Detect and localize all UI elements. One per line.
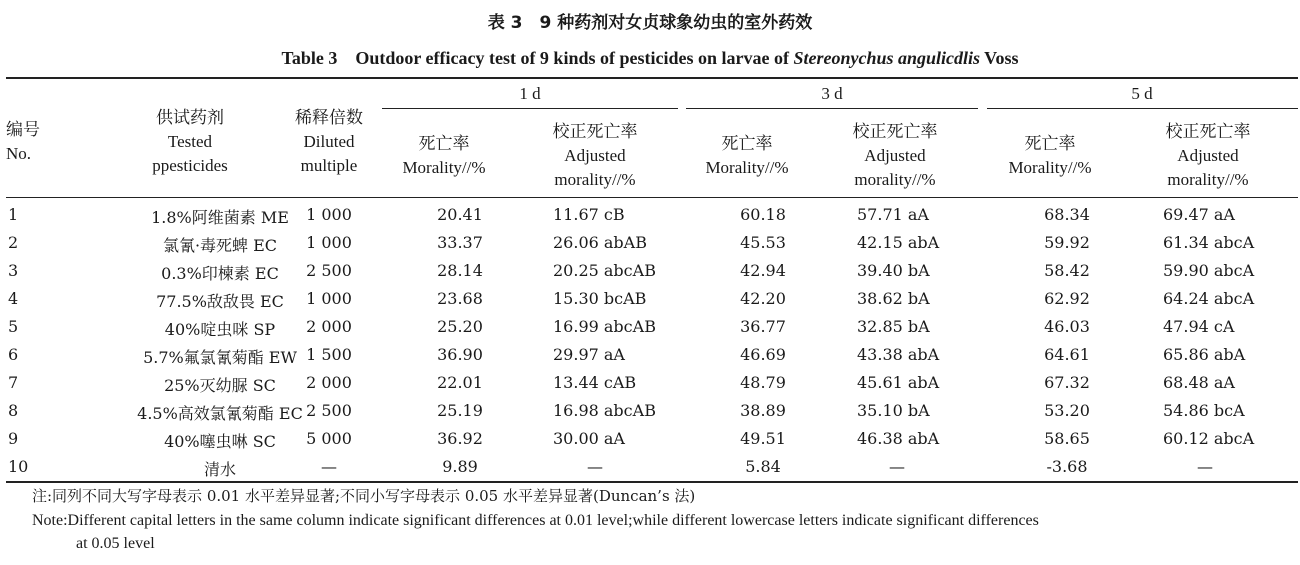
d5-adjusted-mortality: 65.86 abA xyxy=(1163,345,1246,364)
dilution-multiple: 1 000 xyxy=(306,205,352,224)
pesticide-name: 25%灭幼脲 SC xyxy=(164,376,276,395)
d5-mortality: 62.92 xyxy=(1044,289,1090,308)
table-row xyxy=(0,399,1300,427)
d1-adjusted-mortality: 30.00 aA xyxy=(553,429,625,448)
d5-mortality: 58.65 xyxy=(1044,429,1090,448)
dilution-multiple: 1 000 xyxy=(306,233,352,252)
d1-mortality: 22.01 xyxy=(437,373,483,392)
table-row xyxy=(0,231,1300,259)
d3-mortality: 42.20 xyxy=(740,289,786,308)
d3-mortality: 5.84 xyxy=(745,457,781,476)
pesticide-name: 40%噻虫啉 SC xyxy=(164,432,276,451)
pesticide-name: 40%啶虫咪 SP xyxy=(164,320,276,339)
table-row xyxy=(0,371,1300,399)
pesticide-name: 1.8%阿维菌素 ME xyxy=(151,208,289,227)
row-number: 10 xyxy=(8,457,29,476)
d3-adjusted-mortality: 57.71 aA xyxy=(857,205,929,224)
header-d1-adjusted: 校正死亡率 Adjusted morality//% xyxy=(552,122,638,189)
row-number: 4 xyxy=(8,289,19,308)
pesticide-name: 77.5%敌敌畏 EC xyxy=(156,292,284,311)
dilution-multiple: 2 000 xyxy=(306,373,352,392)
table-row xyxy=(0,343,1300,371)
header-d1-mortality: 死亡率 Morality//% xyxy=(402,134,486,177)
dilution-multiple: — xyxy=(321,457,337,476)
d1-adjusted-mortality: — xyxy=(587,457,603,476)
d3-mortality: 48.79 xyxy=(740,373,786,392)
d3-adjusted-mortality: 32.85 bA xyxy=(857,317,930,336)
dilution-multiple: 2 500 xyxy=(306,261,352,280)
row-number: 8 xyxy=(8,401,19,420)
d3-mortality: 36.77 xyxy=(740,317,786,336)
d1-adjusted-mortality: 13.44 cAB xyxy=(553,373,637,392)
d1-mortality: 25.20 xyxy=(437,317,483,336)
d5-adjusted-mortality: 60.12 abcA xyxy=(1163,429,1255,448)
d3-mortality: 49.51 xyxy=(740,429,786,448)
d1-adjusted-mortality: 16.98 abcAB xyxy=(553,401,656,420)
header-d5-adjusted: 校正死亡率 Adjusted morality//% xyxy=(1165,122,1251,189)
day3-subrule xyxy=(686,108,978,109)
d5-adjusted-mortality: 68.48 aA xyxy=(1163,373,1235,392)
d3-adjusted-mortality: 39.40 bA xyxy=(857,261,930,280)
pesticide-name: 清水 xyxy=(203,460,236,479)
d3-adjusted-mortality: 46.38 abA xyxy=(857,429,940,448)
d5-mortality: 67.32 xyxy=(1044,373,1090,392)
d1-mortality: 9.89 xyxy=(442,457,478,476)
d1-mortality: 36.92 xyxy=(437,429,483,448)
header-no: 编号 No. xyxy=(6,120,40,163)
d3-adjusted-mortality: 38.62 bA xyxy=(857,289,930,308)
d3-mortality: 42.94 xyxy=(740,261,786,280)
dilution-multiple: 5 000 xyxy=(306,429,352,448)
d5-mortality: 58.42 xyxy=(1044,261,1090,280)
row-number: 7 xyxy=(8,373,19,392)
day1-subrule xyxy=(382,108,678,109)
d5-mortality: 64.61 xyxy=(1044,345,1090,364)
d3-mortality: 38.89 xyxy=(740,401,786,420)
note-en: Note:Different capital letters in the same column indicate significant differences at 0.01 level;while different lowercase letters indicate significant differences at 0.05 level xyxy=(32,512,1039,552)
d1-adjusted-mortality: 16.99 abcAB xyxy=(553,317,656,336)
d3-adjusted-mortality: — xyxy=(889,457,905,476)
day5-subrule xyxy=(987,108,1298,109)
row-number: 6 xyxy=(8,345,19,364)
d1-mortality: 28.14 xyxy=(437,261,483,280)
d5-adjusted-mortality: — xyxy=(1197,457,1213,476)
header-dilution: 稀释倍数 Diluted multiple xyxy=(295,108,363,175)
d1-mortality: 23.68 xyxy=(437,289,483,308)
pesticide-name: 氯氰·毒死蜱 EC xyxy=(162,236,278,255)
d1-adjusted-mortality: 20.25 abcAB xyxy=(553,261,656,280)
row-number: 2 xyxy=(8,233,19,252)
d5-mortality: 53.20 xyxy=(1044,401,1090,420)
table-title-en: Table 3 Outdoor efficacy test of 9 kinds of pesticides on larvae of Stereonychus angulicdlis Voss xyxy=(281,48,1019,68)
dilution-multiple: 1 000 xyxy=(306,289,352,308)
table-row xyxy=(0,287,1300,315)
d3-adjusted-mortality: 35.10 bA xyxy=(857,401,930,420)
d5-mortality: 59.92 xyxy=(1044,233,1090,252)
d5-adjusted-mortality: 59.90 abcA xyxy=(1163,261,1255,280)
d3-adjusted-mortality: 43.38 abA xyxy=(857,345,940,364)
pesticide-name: 4.5%高效氯氰菊酯 EC xyxy=(137,404,303,423)
d5-adjusted-mortality: 54.86 bcA xyxy=(1163,401,1245,420)
d5-adjusted-mortality: 61.34 abcA xyxy=(1163,233,1255,252)
d1-adjusted-mortality: 26.06 abAB xyxy=(553,233,647,252)
table-row xyxy=(0,427,1300,455)
header-bottom-rule xyxy=(6,197,1298,198)
d5-mortality: -3.68 xyxy=(1046,457,1088,476)
pesticide-name: 0.3%印楝素 EC xyxy=(161,264,279,283)
row-number: 1 xyxy=(8,205,19,224)
table-title-cn: 表 3 9 种药剂对女贞球象幼虫的室外药效 xyxy=(487,13,813,33)
d1-adjusted-mortality: 29.97 aA xyxy=(553,345,625,364)
header-d3-adjusted: 校正死亡率 Adjusted morality//% xyxy=(852,122,938,189)
dilution-multiple: 2 000 xyxy=(306,317,352,336)
header-d5-mortality: 死亡率 Morality//% xyxy=(1008,134,1092,177)
dilution-multiple: 2 500 xyxy=(306,401,352,420)
row-number: 5 xyxy=(8,317,19,336)
d5-adjusted-mortality: 64.24 abcA xyxy=(1163,289,1255,308)
d5-mortality: 46.03 xyxy=(1044,317,1090,336)
d1-adjusted-mortality: 15.30 bcAB xyxy=(553,289,647,308)
d1-mortality: 20.41 xyxy=(437,205,483,224)
d5-mortality: 68.34 xyxy=(1044,205,1090,224)
d1-mortality: 25.19 xyxy=(437,401,483,420)
d3-mortality: 45.53 xyxy=(740,233,786,252)
header-day3: 3 d xyxy=(821,84,843,103)
row-number: 9 xyxy=(8,429,19,448)
header-day5: 5 d xyxy=(1131,84,1153,103)
header-pesticide: 供试药剂 Tested ppesticides xyxy=(152,108,228,175)
d1-adjusted-mortality: 11.67 cB xyxy=(553,205,625,224)
table-row xyxy=(0,259,1300,287)
d3-mortality: 46.69 xyxy=(740,345,786,364)
table-row xyxy=(0,455,1300,483)
table-bottom-rule xyxy=(6,481,1298,483)
table-row xyxy=(0,315,1300,343)
d1-mortality: 36.90 xyxy=(437,345,483,364)
row-number: 3 xyxy=(8,261,19,280)
d5-adjusted-mortality: 47.94 cA xyxy=(1163,317,1235,336)
d3-adjusted-mortality: 42.15 abA xyxy=(857,233,940,252)
d3-mortality: 60.18 xyxy=(740,205,786,224)
header-d3-mortality: 死亡率 Morality//% xyxy=(705,134,789,177)
header-day1: 1 d xyxy=(519,84,541,103)
note-cn: 注:同列不同大写字母表示 0.01 水平差异显著;不同小写字母表示 0.05 水平差异显著(Duncan’s 法) xyxy=(32,487,696,505)
dilution-multiple: 1 500 xyxy=(306,345,352,364)
table-row xyxy=(0,203,1300,231)
d5-adjusted-mortality: 69.47 aA xyxy=(1163,205,1235,224)
table-top-rule xyxy=(6,77,1298,79)
species-name: Stereonychus angulicdlis xyxy=(793,48,980,68)
d3-adjusted-mortality: 45.61 abA xyxy=(857,373,940,392)
d1-mortality: 33.37 xyxy=(437,233,483,252)
pesticide-name: 5.7%氟氯氰菊酯 EW xyxy=(143,348,297,367)
